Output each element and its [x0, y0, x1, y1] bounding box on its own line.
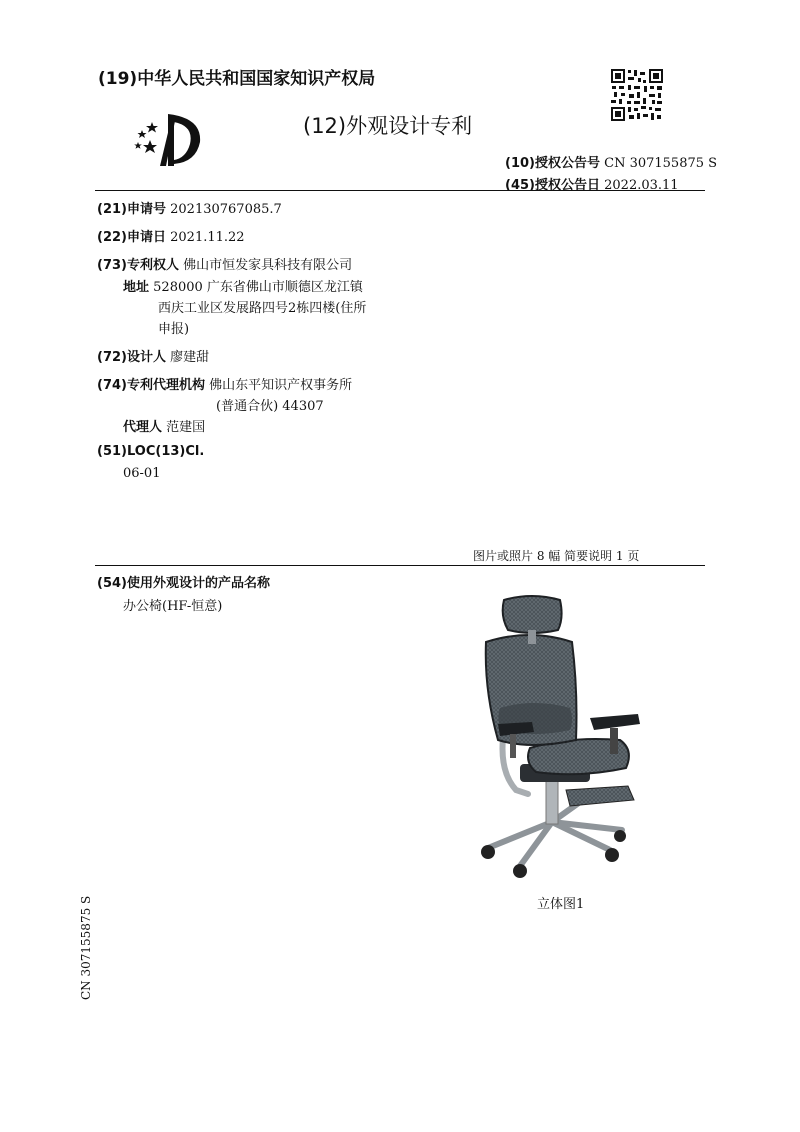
- agency-label: (74)专利代理机构: [97, 378, 205, 393]
- publication-number-label: (10)授权公告号: [505, 156, 600, 171]
- qr-code-icon: [610, 68, 664, 122]
- address-line-3: 申报): [158, 322, 190, 337]
- agent: 范建国: [166, 420, 206, 435]
- loc-class-label: (51)LOC(13)Cl.: [97, 444, 205, 459]
- publication-date-label: (45)授权公告日: [505, 178, 600, 193]
- agent-row: [123, 416, 205, 435]
- patentee: 佛山市恒发家具科技有限公司: [183, 258, 353, 273]
- agency-line-1: 佛山东平知识产权事务所: [209, 378, 353, 393]
- pages-summary: 图片或照片 8 幅 简要说明 1 页: [473, 549, 640, 563]
- application-number-row: [97, 198, 282, 217]
- designer-label: (72)设计人: [97, 350, 166, 365]
- publication-number-row: [505, 152, 717, 171]
- side-publication-number: CN 307155875 S: [79, 895, 93, 1000]
- office-chair-image: [470, 590, 660, 890]
- designer-row: [97, 346, 209, 365]
- application-date-label: (22)申请日: [97, 230, 166, 245]
- address-line-2: 西庆工业区发展路四号2栋四楼(住所: [158, 301, 367, 316]
- office-name: (19)中华人民共和国国家知识产权局: [98, 69, 376, 89]
- publication-date: 2022.03.11: [604, 178, 679, 193]
- header-divider: [95, 190, 705, 191]
- cnipa-logo-icon: [128, 108, 210, 170]
- product-title-label: (54)使用外观设计的产品名称: [97, 576, 270, 591]
- application-number: 202130767085.7: [170, 202, 282, 217]
- agent-label: 代理人: [123, 420, 163, 435]
- address-line-1: 528000 广东省佛山市顺德区龙江镇: [153, 280, 363, 295]
- agency-line-2: (普通合伙) 44307: [216, 399, 324, 414]
- product-name: 办公椅(HF-恒意): [123, 599, 223, 614]
- document-type: (12)外观设计专利: [303, 114, 473, 138]
- figure-caption: 立体图1: [537, 897, 585, 912]
- address-row: [123, 276, 363, 295]
- agency-row: [97, 374, 352, 393]
- application-number-label: (21)申请号: [97, 202, 166, 217]
- application-date-row: [97, 226, 245, 245]
- patentee-row: [97, 254, 352, 273]
- patentee-label: (73)专利权人: [97, 258, 179, 273]
- summary-divider: [95, 565, 705, 566]
- publication-number: CN 307155875 S: [604, 156, 718, 171]
- designer: 廖建甜: [170, 350, 210, 365]
- address-label: 地址: [123, 280, 150, 295]
- loc-class-value: 06-01: [123, 466, 161, 481]
- application-date: 2021.11.22: [170, 230, 245, 245]
